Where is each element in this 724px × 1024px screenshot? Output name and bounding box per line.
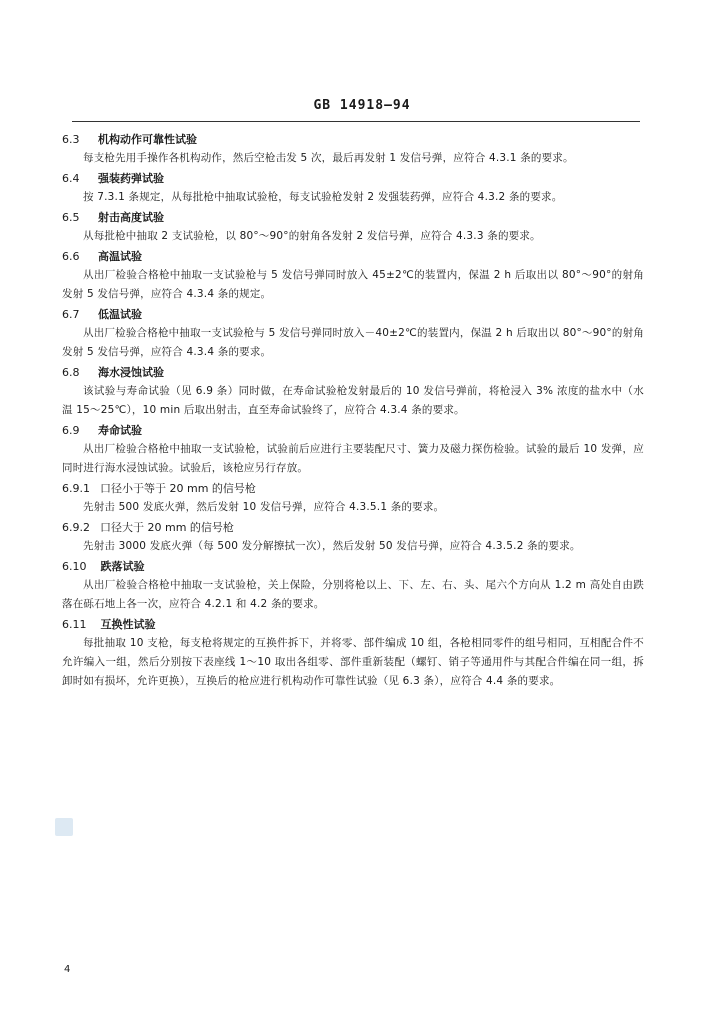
section-title: 寿命试验	[98, 424, 142, 437]
section-number: 6.4	[62, 172, 80, 185]
section-title: 机构动作可靠性试验	[98, 133, 197, 146]
section-6-9	[62, 421, 644, 478]
document-body	[62, 130, 644, 692]
section-heading	[62, 130, 644, 149]
section-heading	[62, 557, 644, 576]
section-title: 高温试验	[98, 250, 142, 263]
section-number: 6.11	[62, 618, 87, 631]
section-6-9-1	[62, 479, 644, 517]
section-heading	[62, 479, 644, 498]
section-number: 6.9.2	[62, 521, 90, 534]
section-number: 6.10	[62, 560, 87, 573]
section-heading	[62, 421, 644, 440]
section-paragraph: 从出厂检验合格枪中抽取一支试验枪与 5 发信号弹同时放入 45±2℃的装置内，保温 2 h 后取出以 80°～90°的射角发射 5 发信号弹，应符合 4.3.4 条的规定。	[62, 269, 644, 300]
section-6-8	[62, 363, 644, 420]
section-6-10	[62, 557, 644, 614]
section-number: 6.9	[62, 424, 80, 437]
section-heading	[62, 363, 644, 382]
page-number: 4	[64, 964, 71, 975]
section-number: 6.7	[62, 308, 80, 321]
section-number: 6.3	[62, 133, 80, 146]
section-number: 6.6	[62, 250, 80, 263]
section-heading	[62, 518, 644, 537]
section-paragraph: 从出厂检验合格枪中抽取一支试验枪与 5 发信号弹同时放入－40±2℃的装置内，保温 2 h 后取出以 80°～90°的射角发射 5 发信号弹，应符合 4.3.4 条的要求。	[62, 327, 644, 358]
section-6-6	[62, 247, 644, 304]
section-6-11	[62, 615, 644, 691]
section-title: 口径小于等于 20 mm 的信号枪	[100, 482, 256, 495]
section-paragraph: 先射击 500 发底火弹，然后发射 10 发信号弹，应符合 4.3.5.1 条的要求。	[83, 501, 445, 513]
section-6-5	[62, 208, 644, 246]
section-6-4	[62, 169, 644, 207]
section-paragraph: 每批抽取 10 支枪，每支枪将规定的互换件拆下，并将零、部件编成 10 组，各枪相同零件的组号相同，互相配合件不允许编入一组，然后分别按下表座线 1～10 取出各组零、部件重新装配（螺钉、销子等通用件与其配合件编在同一组，拆卸时如有损坏，允许更换），互换后的枪应进行机构动作可靠性试验（见 6.3 条），应符合 4.4 条的要求。	[62, 637, 644, 687]
section-title: 跌落试验	[100, 560, 145, 573]
section-paragraph: 从出厂检验合格枪中抽取一支试验枪，试验前后应进行主要装配尺寸、簧力及磁力探伤检验。试验的最后 10 发弹，应同时进行海水浸蚀试验。试验后，该枪应另行存放。	[62, 443, 644, 474]
section-paragraph: 该试验与寿命试验（见 6.9 条）同时做，在寿命试验枪发射最后的 10 发信号弹前，将枪浸入 3% 浓度的盐水中（水温 15～25℃），10 min 后取出射击，直至寿命试验终了，应符合 4.3.4 条的要求。	[62, 385, 644, 416]
section-6-9-2	[62, 518, 644, 556]
section-6-3	[62, 130, 644, 168]
standard-code-header: GB 14918—94	[313, 98, 411, 113]
section-paragraph: 从每批枪中抽取 2 支试验枪，以 80°～90°的射角各发射 2 发信号弹，应符合 4.3.3 条的要求。	[83, 230, 541, 242]
section-title: 强装药弹试验	[98, 172, 164, 185]
section-number: 6.5	[62, 211, 80, 224]
section-number: 6.9.1	[62, 482, 90, 495]
section-paragraph: 每支枪先用手操作各机构动作，然后空枪击发 5 次，最后再发射 1 发信号弹，应符合 4.3.1 条的要求。	[83, 152, 574, 164]
section-heading	[62, 169, 644, 188]
section-title: 低温试验	[98, 308, 142, 321]
watermark-stamp	[55, 818, 73, 836]
section-heading	[62, 305, 644, 324]
section-title: 口径大于 20 mm 的信号枪	[100, 521, 234, 534]
section-title: 互换性试验	[100, 618, 156, 631]
section-paragraph: 先射击 3000 发底火弹（每 500 发分解擦拭一次），然后发射 50 发信号弹，应符合 4.3.5.2 条的要求。	[83, 540, 581, 552]
section-title: 射击高度试验	[98, 211, 164, 224]
header-divider	[72, 121, 640, 122]
section-title: 海水浸蚀试验	[98, 366, 164, 379]
section-6-7	[62, 305, 644, 362]
section-paragraph: 按 7.3.1 条规定，从每批枪中抽取试验枪，每支试验枪发射 2 发强装药弹，应符合 4.3.2 条的要求。	[83, 191, 563, 203]
section-heading	[62, 208, 644, 227]
section-paragraph: 从出厂检验合格枪中抽取一支试验枪，关上保险，分别将枪以上、下、左、右、头、尾六个方向从 1.2 m 高处自由跌落在砾石地上各一次，应符合 4.2.1 和 4.2 条的要求。	[62, 579, 644, 610]
section-number: 6.8	[62, 366, 80, 379]
section-heading	[62, 615, 644, 634]
section-heading	[62, 247, 644, 266]
